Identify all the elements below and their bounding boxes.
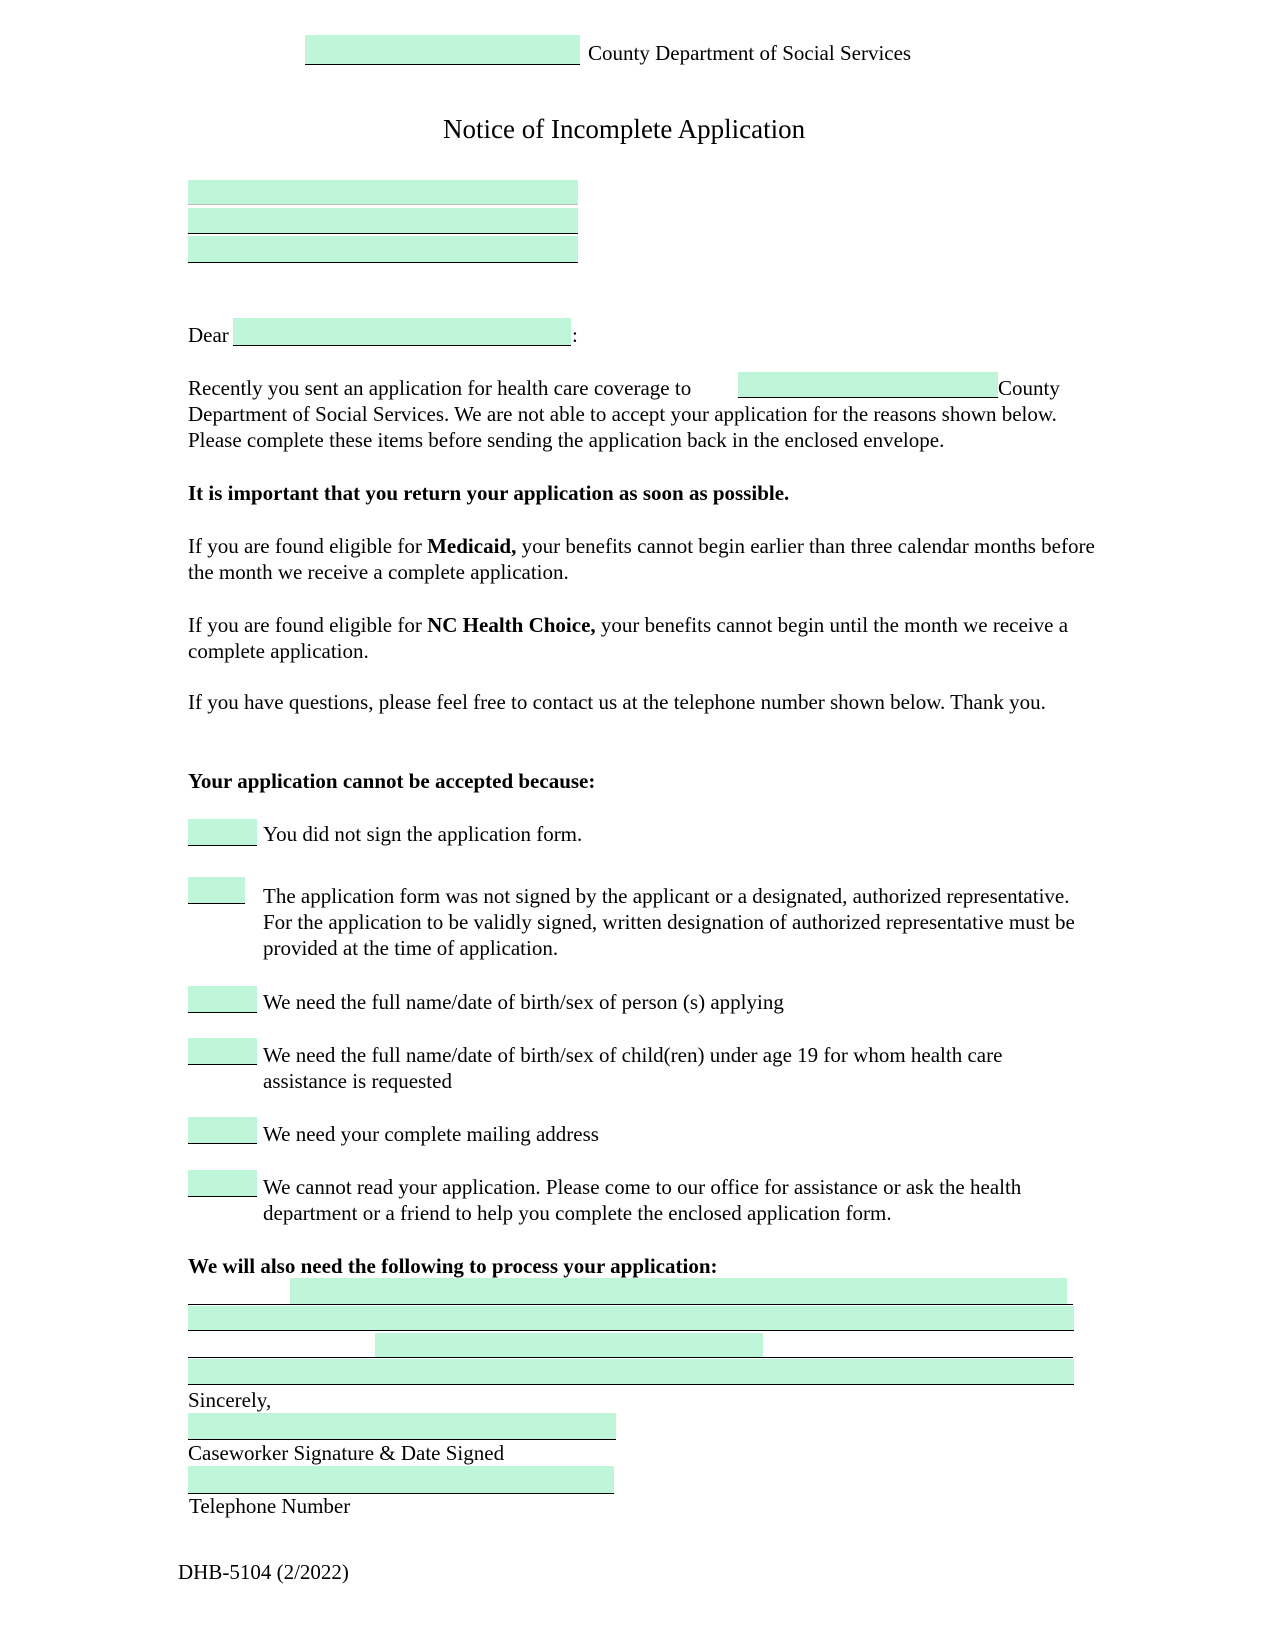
reason-checkbox-applicant-info[interactable] — [188, 986, 257, 1013]
telephone-number-label: Telephone Number — [189, 1494, 351, 1518]
medicaid-bold: Medicaid, — [427, 534, 517, 558]
county-department-label: County Department of Social Services — [588, 41, 912, 65]
nchc-bold: NC Health Choice, — [427, 613, 596, 637]
also-need-line-4-field[interactable] — [188, 1359, 1074, 1385]
page-title: Notice of Incomplete Application — [443, 114, 806, 144]
medicaid-prefix: If you are found eligible for — [188, 534, 428, 558]
sincerely-label: Sincerely, — [188, 1388, 272, 1412]
reason-unauthorized-text: The application form was not signed by the applicant or a designated, authorized representative. For the application to be validly signed, written designation of authorized representative must be provided at the time of application. — [263, 884, 1075, 960]
dear-label: Dear — [188, 323, 229, 347]
reason-checkbox-unauthorized[interactable] — [188, 877, 245, 904]
important-notice: It is important that you return your application as soon as possible. — [188, 481, 790, 505]
reason-checkbox-mailing-address[interactable] — [188, 1117, 257, 1144]
medicaid-paragraph — [188, 533, 1108, 585]
telephone-number-field[interactable] — [188, 1466, 614, 1494]
recipient-name-field[interactable] — [233, 318, 571, 346]
caseworker-signature-label: Caseworker Signature & Date Signed — [188, 1441, 505, 1465]
reason-child-info-text: We need the full name/date of birth/sex of child(ren) under age 19 for whom health care assistance is requested — [263, 1043, 1003, 1093]
reasons-heading: Your application cannot be accepted because: — [188, 769, 596, 793]
reason-mailing-address-text: We need your complete mailing address — [263, 1122, 599, 1146]
intro-county-field[interactable] — [738, 372, 998, 398]
intro-paragraph: Department of Social Services. We are not able to accept your application for the reasons shown below. Please complete these items before sending the application back in the enclosed envelope. — [188, 402, 1057, 452]
reason-checkbox-unreadable[interactable] — [188, 1170, 257, 1197]
reason-checkbox-unsigned[interactable] — [188, 819, 257, 846]
caseworker-signature-field[interactable] — [188, 1413, 616, 1440]
nchc-prefix: If you are found eligible for — [188, 613, 428, 637]
reason-checkbox-child-info[interactable] — [188, 1038, 257, 1065]
reason-unsigned-text: You did not sign the application form. — [263, 822, 583, 846]
also-need-line-1-field[interactable] — [290, 1278, 1067, 1304]
form-number: DHB-5104 (2/2022) — [178, 1560, 349, 1584]
nchc-paragraph — [188, 612, 1108, 664]
address-line-1-field[interactable] — [188, 180, 578, 205]
medicaid-suffix: your benefits cannot begin earlier than three calendar months before the month we receive a complete application. — [188, 534, 1095, 584]
county-name-field[interactable] — [305, 35, 580, 65]
also-need-line-2-field[interactable] — [188, 1306, 1074, 1331]
address-line-3-field[interactable] — [188, 236, 578, 263]
questions-paragraph: If you have questions, please feel free to contact us at the telephone number shown below. Thank you. — [188, 690, 1046, 714]
also-need-line-3-rule — [188, 1357, 1073, 1358]
intro-county-word: County — [998, 376, 1060, 400]
also-need-line-1-rule — [188, 1304, 1073, 1305]
intro-first-line: Recently you sent an application for health care coverage to — [188, 376, 692, 400]
also-need-line-3-field[interactable] — [375, 1333, 763, 1357]
reason-applicant-info-text: We need the full name/date of birth/sex of person (s) applying — [263, 990, 784, 1014]
address-line-2-field[interactable] — [188, 208, 578, 234]
also-need-heading: We will also need the following to process your application: — [188, 1254, 718, 1278]
reason-unreadable-text: We cannot read your application. Please come to our office for assistance or ask the health department or a friend to help you complete the enclosed application form. — [263, 1175, 1022, 1225]
greeting-colon: : — [572, 323, 578, 347]
nchc-suffix: your benefits cannot begin until the month we receive a complete application. — [188, 613, 1069, 663]
